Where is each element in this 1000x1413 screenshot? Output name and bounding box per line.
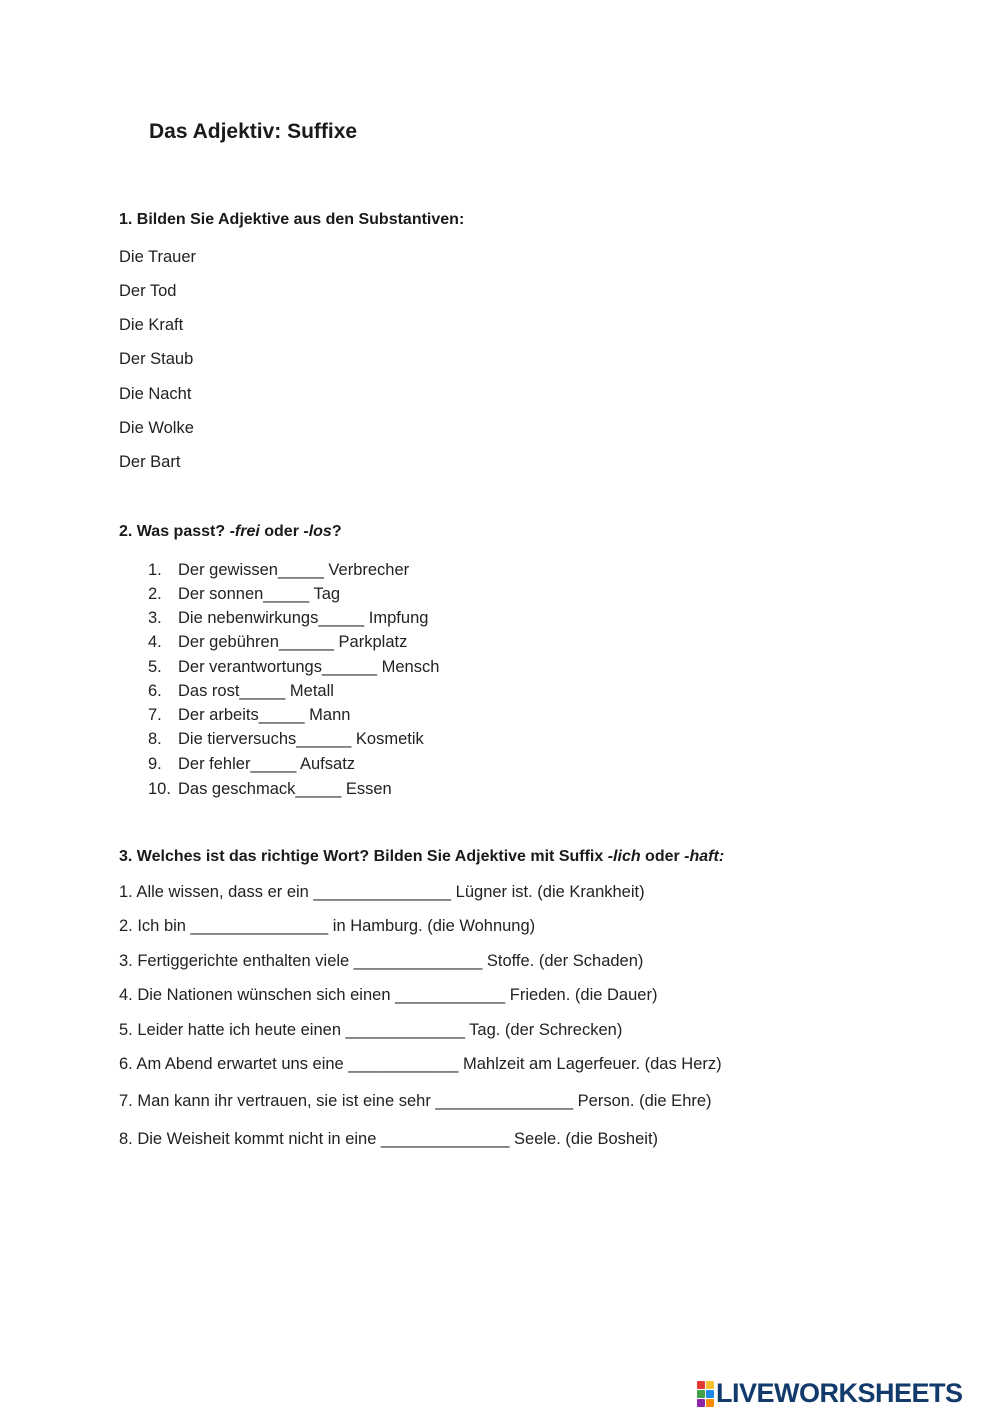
section2-item: Die tierversuchs______ Kosmetik [178,730,424,748]
section2-heading: 2. Was passt? -frei oder -los? [119,523,342,540]
liveworksheets-logo-icon [697,1381,714,1407]
section3-sentence: 5. Leider hatte ich heute einen _____________ Tag. (der Schrecken) [119,1021,623,1039]
section1-item: Der Bart [119,453,181,471]
section2-item: Die nebenwirkungs_____ Impfung [178,609,429,627]
list-number: 2. [148,585,162,603]
section2-item: Der fehler_____ Aufsatz [178,755,356,773]
section3-sentence: 2. Ich bin _______________ in Hamburg. (die Wohnung) [119,917,536,935]
section2-item: Das geschmack_____ Essen [178,780,392,798]
section3-sentence: 8. Die Weisheit kommt nicht in eine ______________ Seele. (die Bosheit) [119,1130,659,1148]
list-number: 4. [148,633,162,651]
liveworksheets-logo[interactable] [697,1378,963,1409]
section3-sentence: 6. Am Abend erwartet uns eine ____________ Mahlzeit am Lagerfeuer. (das Herz) [119,1055,722,1073]
logo-text: LIVEWORKSHEETS [716,1378,963,1408]
list-number: 1. [148,561,162,579]
section2-item: Der gewissen_____ Verbrecher [178,561,410,579]
list-number: 3. [148,609,162,627]
section1-item: Der Tod [119,282,177,300]
list-number: 9. [148,755,162,773]
section1-item: Die Kraft [119,316,184,334]
section2-item: Der arbeits_____ Mann [178,706,351,724]
section2-item: Das rost_____ Metall [178,682,334,700]
section2-item: Der sonnen_____ Tag [178,585,341,603]
list-number: 10. [148,780,171,798]
section1-item: Der Staub [119,350,194,368]
section1-heading: 1. Bilden Sie Adjektive aus den Substantiven: [119,211,465,228]
section3-sentence: 4. Die Nationen wünschen sich einen ____________ Frieden. (die Dauer) [119,986,658,1004]
section3-sentence: 3. Fertiggerichte enthalten viele ______________ Stoffe. (der Schaden) [119,952,644,970]
list-number: 7. [148,706,162,724]
section2-item: Der verantwortungs______ Mensch [178,658,440,676]
section1-item: Die Nacht [119,385,192,403]
section3-sentence: 1. Alle wissen, dass er ein _______________ Lügner ist. (die Krankheit) [119,883,645,901]
page-title: Das Adjektiv: Suffixe [149,120,358,143]
section3-heading: 3. Welches ist das richtige Wort? Bilden Sie Adjektive mit Suffix -lich oder -haft: [119,848,725,865]
list-number: 5. [148,658,162,676]
section1-item: Die Wolke [119,419,194,437]
section2-item: Der gebühren______ Parkplatz [178,633,408,651]
section1-item: Die Trauer [119,248,197,266]
section3-sentence: 7. Man kann ihr vertrauen, sie ist eine sehr _______________ Person. (die Ehre) [119,1092,712,1110]
list-number: 6. [148,682,162,700]
list-number: 8. [148,730,162,748]
